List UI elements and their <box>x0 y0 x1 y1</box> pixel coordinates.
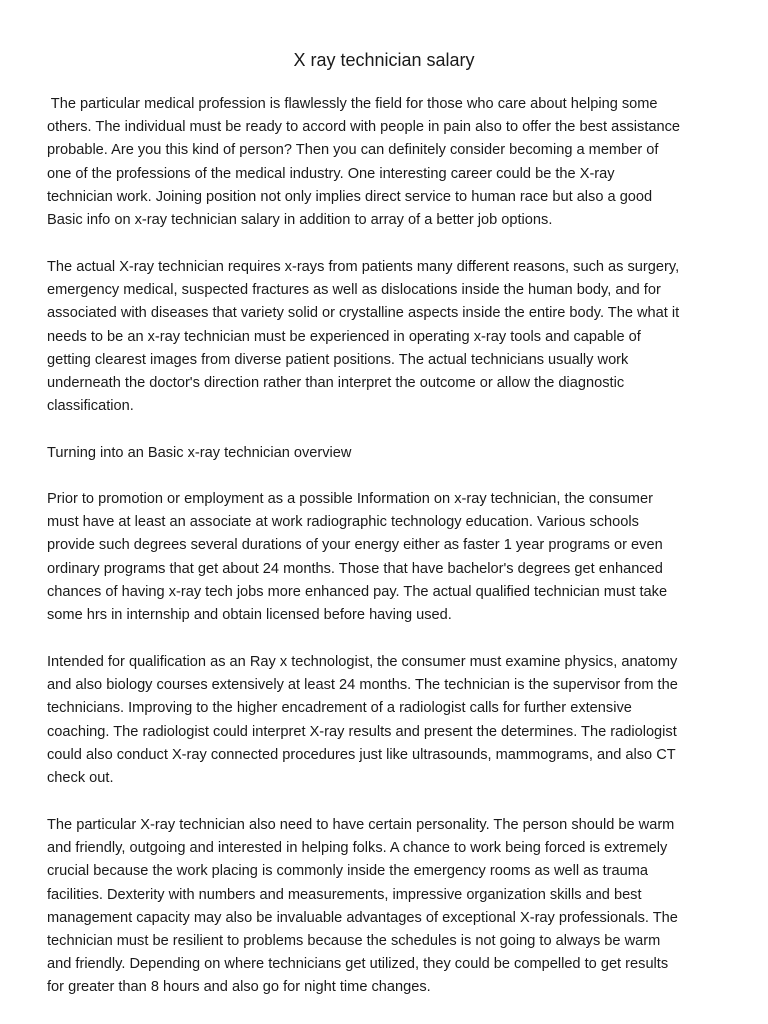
text-line: provide such degrees several durations of your energy either as faster 1 year programs or even <box>47 537 663 554</box>
text-line: could also conduct X-ray connected procedures just like ultrasounds, mammograms, and also CT <box>47 746 676 763</box>
text-line: check out. <box>47 769 114 786</box>
text-line: some hrs in internship and obtain licensed before having used. <box>47 606 452 623</box>
text-line: technician work. Joining position not only implies direct service to human race but also a good <box>47 188 653 205</box>
paragraph-education <box>47 488 747 627</box>
text-line: The actual X-ray technician requires x-rays from patients many different reasons, such as surgery, <box>47 259 680 275</box>
paragraph-requirements <box>47 256 747 418</box>
text-line: and friendly, outgoing and interested in helping folks. A chance to work being forced is extremely <box>47 840 668 857</box>
text-line: Intended for qualification as an Ray x technologist, the consumer must examine physics, anatomy <box>47 654 678 670</box>
text-line: management capacity may also be invaluable advantages of exceptional X-ray professionals. The <box>47 909 678 926</box>
text-line: technicians. Improving to the higher encadrement of a radiologist calls for further extensive <box>47 700 632 717</box>
text-line: needs to be an x-ray technician must be experienced in operating x-ray tools and capable of <box>47 328 641 345</box>
text-line: coaching. The radiologist could interpret X-ray results and present the determines. The radiologist <box>47 723 677 740</box>
text-line: chances of having x-ray tech jobs more enhanced pay. The actual qualified technician must take <box>47 583 668 600</box>
text-line: underneath the doctor's direction rather than interpret the outcome or allow the diagnostic <box>47 374 625 391</box>
text-line: ordinary programs that get about 24 months. Those that have bachelor's degrees get enhanced <box>47 560 663 577</box>
text-line: for greater than 8 hours and also go for night time changes. <box>47 979 431 996</box>
text-line: getting clearest images from diverse patient positions. The actual technicians usually work <box>47 351 629 368</box>
text-line: technician must be resilient to problems because the schedules is not going to always be warm <box>47 932 661 949</box>
text-line: associated with diseases that variety solid or crystalline aspects inside the entire body. The what it <box>47 305 680 322</box>
text-line: one of the professions of the medical industry. One interesting career could be the X-ray <box>47 165 615 182</box>
text-line: The particular X-ray technician also need to have certain personality. The person should be warm <box>47 817 675 833</box>
text-line: crucial because the work placing is commonly inside the emergency rooms as well as trauma <box>47 863 649 880</box>
text-line: and also biology courses extensively at least 24 months. The technician is the supervisor from the <box>47 677 678 694</box>
text-line: facilities. Dexterity with numbers and measurements, impressive organization skills and best <box>47 886 642 903</box>
paragraph-qualification <box>47 651 747 790</box>
text-line: The particular medical profession is flawlessly the field for those who care about helping some <box>47 96 658 112</box>
text-line: Prior to promotion or employment as a possible Information on x-ray technician, the consumer <box>47 491 653 507</box>
paragraph-intro <box>47 93 747 232</box>
text-line: emergency medical, suspected fractures as well as dislocations inside the human body, and for <box>47 282 661 299</box>
text-line: Turning into an Basic x-ray technician overview <box>47 445 352 461</box>
text-line: must have at least an associate at work radiographic technology education. Various schools <box>47 514 639 531</box>
text-line: and friendly. Depending on where technicians get utilized, they could be compelled to get results <box>47 956 669 973</box>
section-heading-overview <box>47 442 747 465</box>
text-line: others. The individual must be ready to accord with people in pain also to offer the best assistance <box>47 119 681 136</box>
text-line: Basic info on x-ray technician salary in addition to array of a better job options. <box>47 211 553 228</box>
document-title: X ray technician salary <box>293 50 475 70</box>
text-line: classification. <box>47 398 134 415</box>
paragraph-personality <box>47 814 747 1000</box>
text-line: probable. Are you this kind of person? Then you can definitely consider becoming a member of <box>47 142 659 159</box>
